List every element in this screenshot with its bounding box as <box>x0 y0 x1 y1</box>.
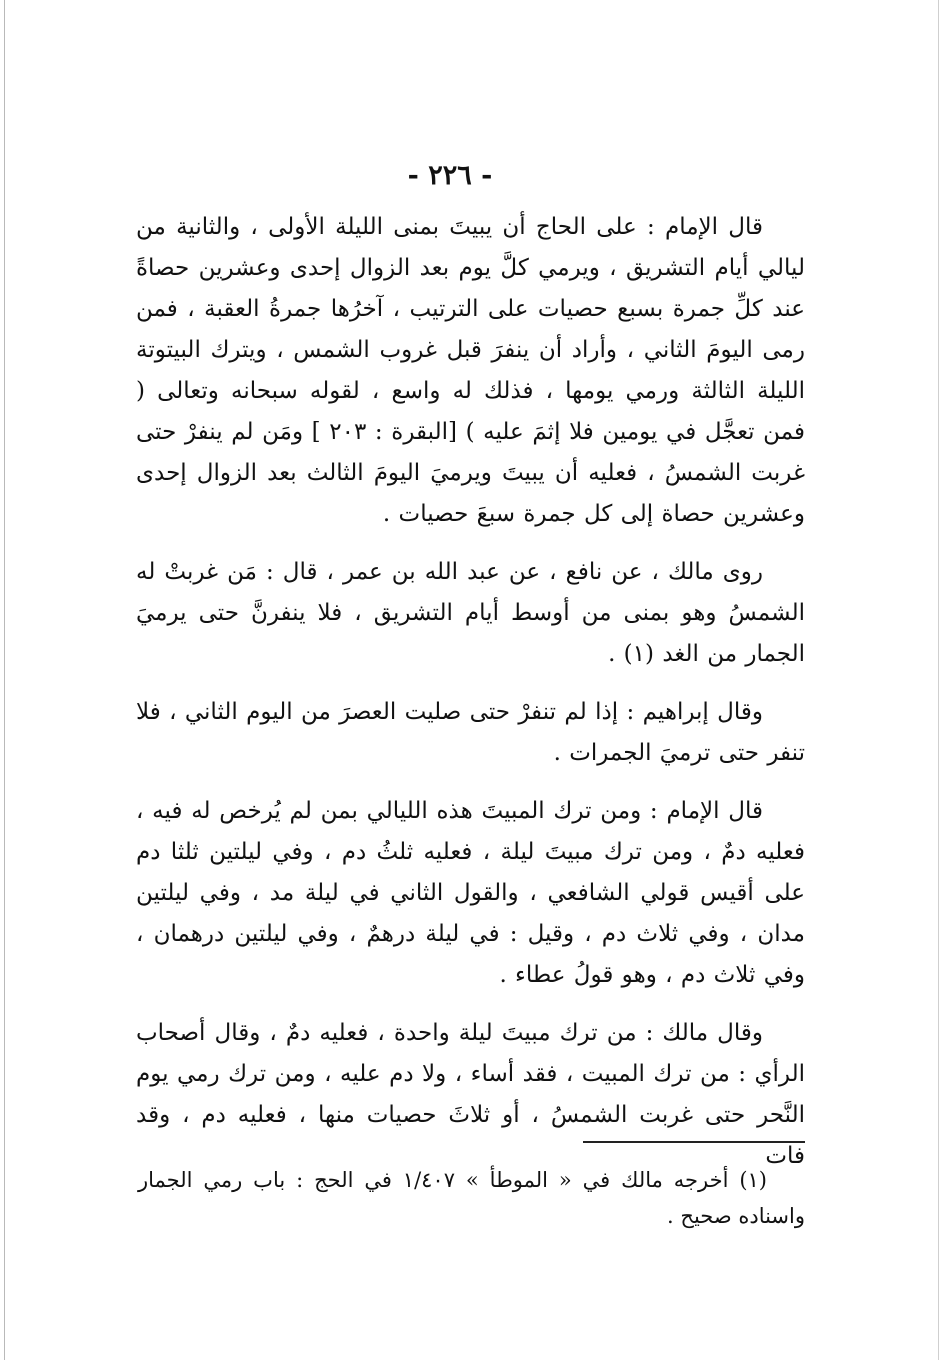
paragraph-imam-penalty: قال الإمام : ومن ترك المبيتَ هذه الليالي بمن لم يُرخص له فيه ، فعليه دمٌ ، ومن ترك مبيتَ ليلة ، فعليه ثلثُ دم ، وفي ليلتين ثلثا دم على أقيس قولي الشافعي ، والقول الثاني في ليلة مد ، وفي ليلتين مدان ، وفي ثلاث دم ، وقيل : في ليلة درهمٌ ، وفي ليلتين درهمان ، وفي ثلاث دم ، وهو قولُ عطاء . <box>136 798 805 988</box>
page-right-scan-edge <box>938 0 939 1360</box>
page-number: - ٢٢٦ - <box>407 160 493 191</box>
main-text-block <box>136 207 805 1194</box>
footnote-divider <box>583 1141 805 1143</box>
paragraph-ibrahim-saying: وقال إبراهيم : إذا لم تنفرْ حتى صليت العصرَ من اليوم الثاني ، فلا تنفر حتى ترميَ الجمرات . <box>136 699 805 766</box>
paragraph-malik-nafi-report: روى مالك ، عن نافع ، عن عبد الله بن عمر ، قال : مَن غربتْ له الشمسُ وهو بمنى من أوسط أيام التشريق ، فلا ينفرنَّ حتى يرميَ الجمار من الغد (١) . <box>136 559 805 667</box>
page-left-scan-edge <box>4 0 5 1360</box>
paragraph-imam-mabit-rules: قال الإمام : على الحاج أن يبيتَ بمنى الليلة الأولى ، والثانية من ليالي أيام التشريق ، ويرمي كلَّ يوم بعد الزوال إحدى وعشرين حصاةً عند كلِّ جمرة بسبع حصيات على الترتيب ، آخرُها جمرةُ العقبة ، فمن رمى اليومَ الثاني ، وأراد أن ينفرَ قبل غروب الشمس ، ويترك البيتوتة الليلة الثالثة ورمي يومها ، فذلك له واسع ، لقوله سبحانه وتعالى ( فمن تعجَّل في يومين فلا إثمَ عليه ) [البقرة : ٢٠٣ ] ومَن لم ينفرْ حتى غربت الشمسُ ، فعليه أن يبيتَ ويرميَ اليومَ الثالث بعد الزوال إحدى وعشرين حصاة إلى كل جمرة سبعَ حصيات . <box>136 214 805 527</box>
paragraph-malik-and-ashab-al-ray: وقال مالك : من ترك مبيتَ ليلة واحدة ، فعليه دمٌ ، وقال أصحاب الرأي : من ترك المبيت ، فقد أساء ، ولا دم عليه ، ومن ترك رمي يوم النَّحر حتى غربت الشمسُ ، أو ثلاثَ حصيات منها ، فعليه دم ، وقد فات <box>136 1020 805 1169</box>
footnote: (١) أخرجه مالك في « الموطأ » ١/٤٠٧ في الحج : باب رمي الجمار واسناده صحيح . <box>138 1168 805 1228</box>
